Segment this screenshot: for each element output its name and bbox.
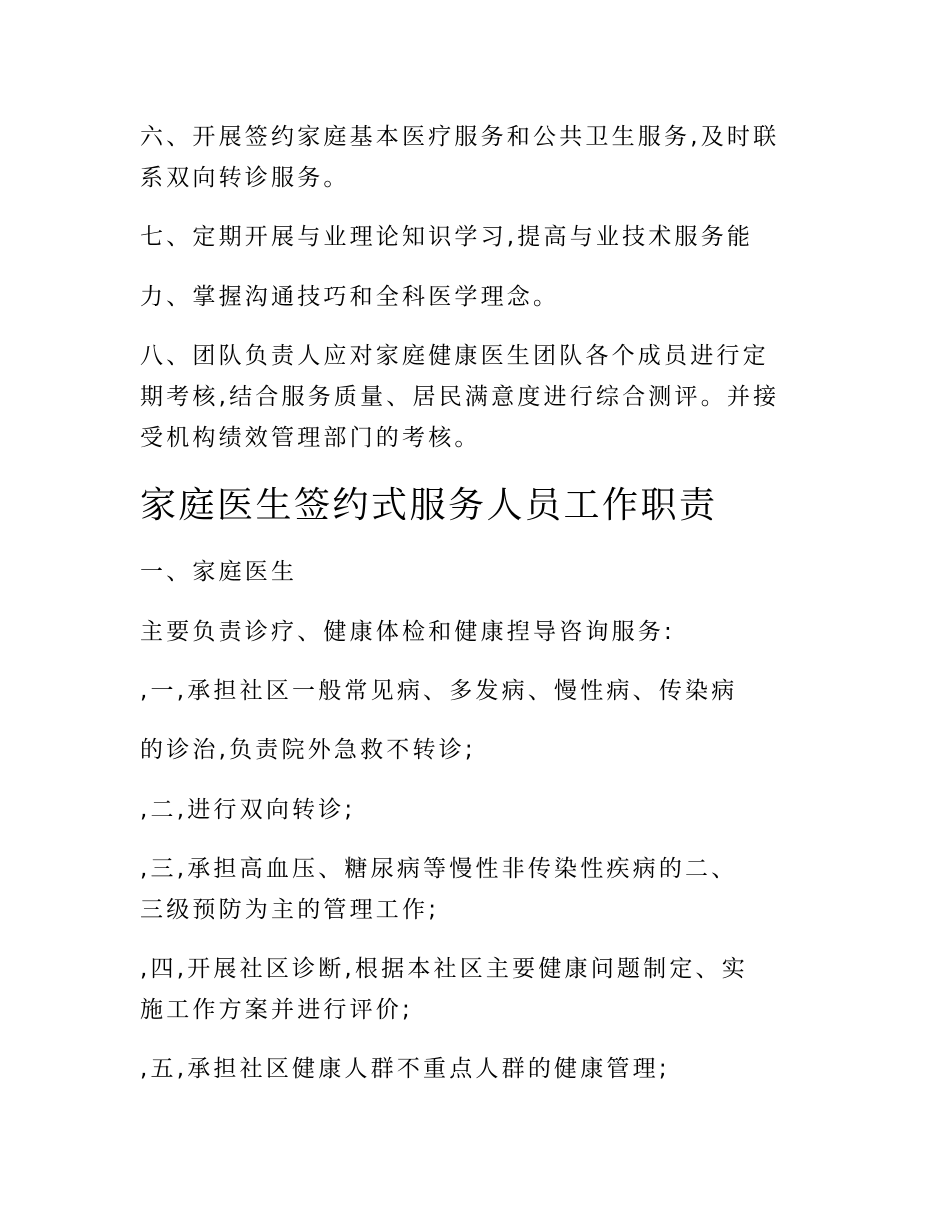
subsection-heading: 一、家庭医生: [140, 559, 298, 585]
item-1-line-2: 的诊治,负责院外急救不转诊;: [140, 737, 476, 763]
item-5: ,五,承担社区健康人群不重点人群的健康管理;: [140, 1056, 670, 1082]
paragraph-6-line-2: 系双向转诊服务。: [140, 165, 350, 191]
paragraph-6-line-1: 六、开展签约家庭基本医疗服务和公共卫生服务,及时联: [140, 124, 780, 150]
paragraph-8-line-2: 期考核,结合服务质量、居民满意度进行综合测评。并接: [140, 384, 780, 410]
section-title: 家庭医生签约式服务人员工作职责: [140, 485, 718, 526]
item-4-line-2: 施工作方案并进行评价;: [140, 997, 413, 1023]
paragraph-7-line-2: 力、掌握沟通技巧和全科医学理念。: [140, 284, 560, 310]
item-3-line-2: 三级预防为主的管理工作;: [140, 897, 440, 923]
paragraph-7-line-1: 七、定期开展与业理论知识学习,提高与业技术服务能: [140, 224, 754, 250]
item-3-line-1: ,三,承担高血压、糖尿病等慢性非传染性疾病的二、: [140, 856, 738, 882]
item-4-line-1: ,四,开展社区诊断,根据本社区主要健康问题制定、实: [140, 956, 748, 982]
paragraph-8-line-1: 八、团队负责人应对家庭健康医生团队各个成员进行定: [140, 343, 769, 369]
item-2: ,二,进行双向转诊;: [140, 797, 356, 823]
item-1-line-1: ,一,承担社区一般常见病、多发病、慢性病、传染病: [140, 678, 738, 704]
intro-text: 主要负责诊疗、健康体检和健康揑导咨询服务:: [140, 619, 675, 645]
paragraph-8-line-3: 受机构绩效管理部门的考核。: [140, 425, 481, 451]
